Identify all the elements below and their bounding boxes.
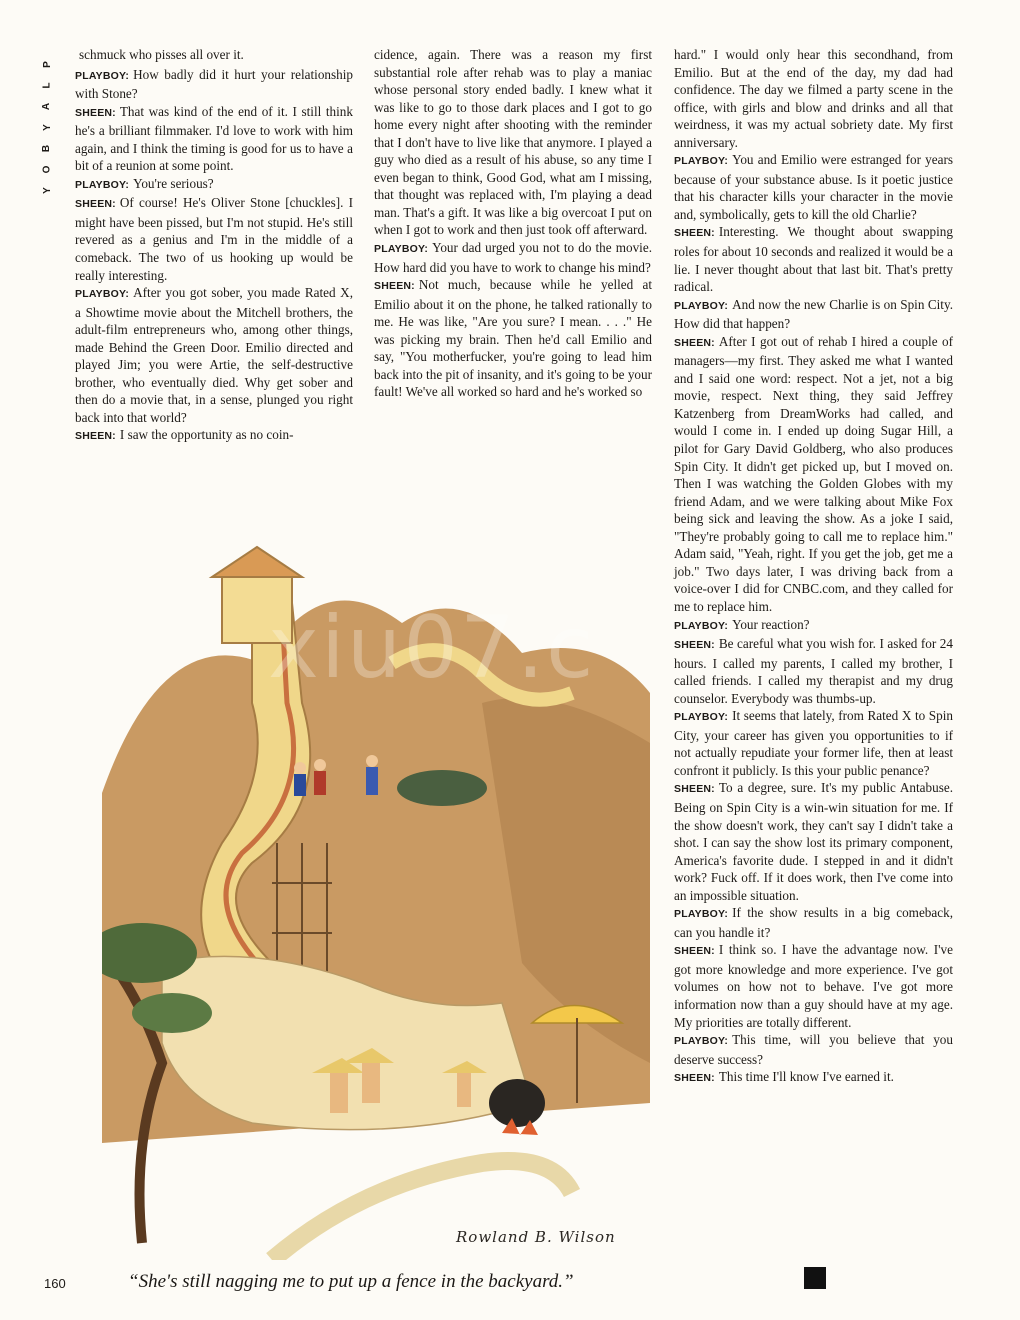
speaker-label: SHEEN:	[75, 430, 116, 443]
speaker-label: SHEEN:	[75, 106, 116, 119]
paragraph-text: It seems that lately, from Rated X to Spin City, your career has given you opportunities to if not actually repudiate your former life, then at least confront it publicly. Is this your public penance?	[674, 708, 953, 778]
paragraph	[674, 333, 953, 616]
paragraph-text: How badly did it hurt your relationship with Stone?	[75, 66, 353, 102]
text-column-3	[674, 46, 953, 1088]
speaker-label: SHEEN:	[75, 198, 116, 211]
side-letter: B	[41, 144, 53, 153]
cartoon-tower-roof	[212, 547, 302, 577]
paragraph-text: And now the new Charlie is on Spin City. How did that happen?	[674, 296, 953, 332]
speaker-label: SHEEN:	[674, 336, 715, 349]
paragraph-text: Interesting. We thought about swapping roles for about 10 seconds and realized it would be a lie. I never thought about that last bit. That's pretty radical.	[674, 224, 953, 295]
side-letter: O	[41, 165, 53, 174]
paragraph-text: You're serious?	[133, 175, 214, 191]
paragraph	[75, 426, 353, 446]
paragraph-text: That was kind of the end of it. I still think he's a brilliant filmmaker. I'd love to work with him again, and I think the timing is good for us to have a bit of a reunion at some point.	[75, 103, 353, 174]
side-label-playboy	[40, 54, 54, 201]
speaker-label: PLAYBOY:	[75, 69, 130, 82]
side-letter: Y	[41, 124, 53, 131]
page-number: 160	[44, 1276, 66, 1291]
paragraph	[674, 616, 953, 636]
cartoon-signature: Rowland B. Wilson	[456, 1228, 616, 1246]
paragraph	[674, 779, 953, 904]
text-column-1	[75, 46, 353, 446]
paragraph	[374, 239, 652, 276]
side-letter: A	[41, 102, 53, 111]
speaker-label: SHEEN:	[674, 783, 715, 796]
paragraph-text: Be careful what you wish for. I asked for 24 hours. I called my parents, I called my brother, I called friends. I called my therapist and my drug counselor. Everybody was thumbs-up.	[674, 636, 953, 706]
speaker-label: PLAYBOY:	[75, 178, 130, 191]
text-column-2	[374, 46, 652, 401]
paragraph-text: schmuck who pisses all over it.	[79, 47, 244, 62]
paragraph	[75, 284, 353, 426]
paragraph-text: You and Emilio were estranged for years because of your substance abuse. Is it poetic justice that his character kills your character in the movie and, symbolically, gets to kill the old Charlie?	[674, 152, 953, 222]
paragraph-text: Of course! He's Oliver Stone [chuckles]. I might have been pissed, but I'm not stupid. He's still revered as a genius and I'm in the middle of a comeback. The two of us hooking up would be really interesting.	[75, 195, 353, 283]
paragraph-text: This time I'll know I've earned it.	[718, 1069, 894, 1085]
paragraph-text: To a degree, sure. It's my public Antabuse. Being on Spin City is a win-win situation for me. If the show doesn't work, they can't say I didn't take a shot. I can say the show lost its primary component, America's favorite dude. I stepped in and it didn't work? Fuck off. If it does work, then I've come into an impossible situation.	[674, 780, 953, 903]
paragraph-text: Your reaction?	[732, 616, 810, 632]
paragraph-text: I saw the opportunity as no coin-	[119, 427, 294, 443]
paragraph	[75, 46, 353, 66]
paragraph-text: Not much, because while he yelled at Emilio about it on the phone, he talked rationally to me. He was like, "Are you sure? I mean. . . ." He was picking my brain. Then he'd call Emilio and say, "You motherfucker, you're going to lead him back into the pit of insanity, and it's going to be your fault! We've all worked so hard and he's worked so	[374, 277, 652, 400]
paragraph	[674, 223, 953, 295]
paragraph	[75, 175, 353, 195]
paragraph	[674, 707, 953, 779]
bunny-logo-icon	[804, 1267, 826, 1289]
paragraph	[75, 66, 353, 103]
speaker-label: PLAYBOY:	[674, 908, 729, 921]
paragraph-text: If the show results in a big comeback, can you handle it?	[674, 905, 953, 940]
paragraph-text: This time, will you believe that you deserve success?	[674, 1032, 953, 1067]
paragraph-text: After you got sober, you made Rated X, a Showtime movie about the Mitchell brothers, the adult-film entrepreneurs who, among other things, made Behind the Green Door. Emilio directed and played Jim; you were Artie, the self-destructive brother, who eventually died. Why get sober and then do a movie that, in a sense, plunged you right back into that world?	[75, 285, 353, 425]
paragraph-text: I think so. I have the advantage now. I've got more knowledge and more experience. I've got volumes on how not to behave. I've got more information now than a guy should have at my age. My priorities are totally different.	[674, 942, 953, 1030]
paragraph-text: After I got out of rehab I hired a couple of managers—my first. They asked me what I wanted and I said one word: respect. Not a jet, not a big movie, respect. Next thing, they said Jeffrey Katzenberg from DreamWorks had called, and would I come in. I ended up doing Sugar Hill, a pilot for Gary David Goldberg, who also produces Spin City. It didn't get picked up, but I moved on. Then I was watching the Golden Globes with my friend Adam, and we were talking about Mike Fox being sick and leaving the show. As a joke I said, "They're probably going to call me to replace him." Adam said, "Yeah, right. If you get the job, get me a job." Two days later, I was driving back from a voice-over I did for CNBC.com, and they called for me to replace him.	[674, 333, 953, 614]
paragraph	[674, 46, 953, 151]
side-letter: P	[41, 61, 53, 68]
paragraph	[674, 296, 953, 333]
speaker-label: PLAYBOY:	[374, 243, 429, 256]
cartoon-illustration	[102, 543, 650, 1260]
speaker-label: PLAYBOY:	[674, 711, 729, 724]
watermark: xiu07.c	[268, 598, 596, 698]
speaker-label: PLAYBOY:	[674, 1035, 729, 1048]
speaker-label: SHEEN:	[674, 1072, 715, 1085]
cartoon-tree-foliage	[132, 993, 212, 1033]
speaker-label: SHEEN:	[374, 280, 415, 293]
paragraph-text: Your dad urged you not to do the movie. How hard did you have to work to change his mind?	[374, 240, 652, 275]
speaker-label: PLAYBOY:	[674, 155, 729, 168]
paragraph	[674, 1068, 953, 1088]
paragraph	[75, 103, 353, 175]
paragraph-text: hard." I would only hear this secondhand, from Emilio. But at the end of the day, my dad had confidence. The day we filmed a party scene in the office, with girls and blow and drinks and all that weirdness, it was my actual sobriety date. My first anniversary.	[674, 47, 953, 150]
paragraph	[674, 941, 953, 1031]
side-letter: Y	[41, 187, 53, 194]
cartoon-tower	[222, 573, 292, 643]
cartoon-pot	[489, 1079, 545, 1127]
speaker-label: PLAYBOY:	[75, 288, 130, 301]
cartoon-caption: “She's still nagging me to put up a fence in the backyard.”	[128, 1271, 574, 1292]
side-letter: L	[41, 82, 53, 89]
speaker-label: PLAYBOY:	[674, 299, 729, 312]
paragraph-text: cidence, again. There was a reason my first substantial role after rehab was to play a maniac whose personal story ended badly. I knew what it was like to go to those dark places and I got to go home every night after shooting with the reminder that I don't have to live like that anymore. I played a guy who died as a result of his abuse, so any time I even began to think, Good God, what am I missing, that thought was replaced with, I'm playing a dead man. That's a gift. It was like a big overcoat I put on when I got to work and then just took off afterward.	[374, 47, 652, 238]
paragraph	[75, 194, 353, 284]
cartoon-pine	[397, 770, 487, 806]
paragraph	[374, 276, 652, 401]
speaker-label: SHEEN:	[674, 639, 715, 652]
paragraph	[674, 635, 953, 707]
speaker-label: PLAYBOY:	[674, 619, 729, 632]
paragraph	[674, 904, 953, 941]
paragraph	[674, 1031, 953, 1068]
paragraph	[674, 151, 953, 223]
speaker-label: SHEEN:	[674, 945, 715, 958]
speaker-label: SHEEN:	[674, 227, 715, 240]
paragraph	[374, 46, 652, 239]
